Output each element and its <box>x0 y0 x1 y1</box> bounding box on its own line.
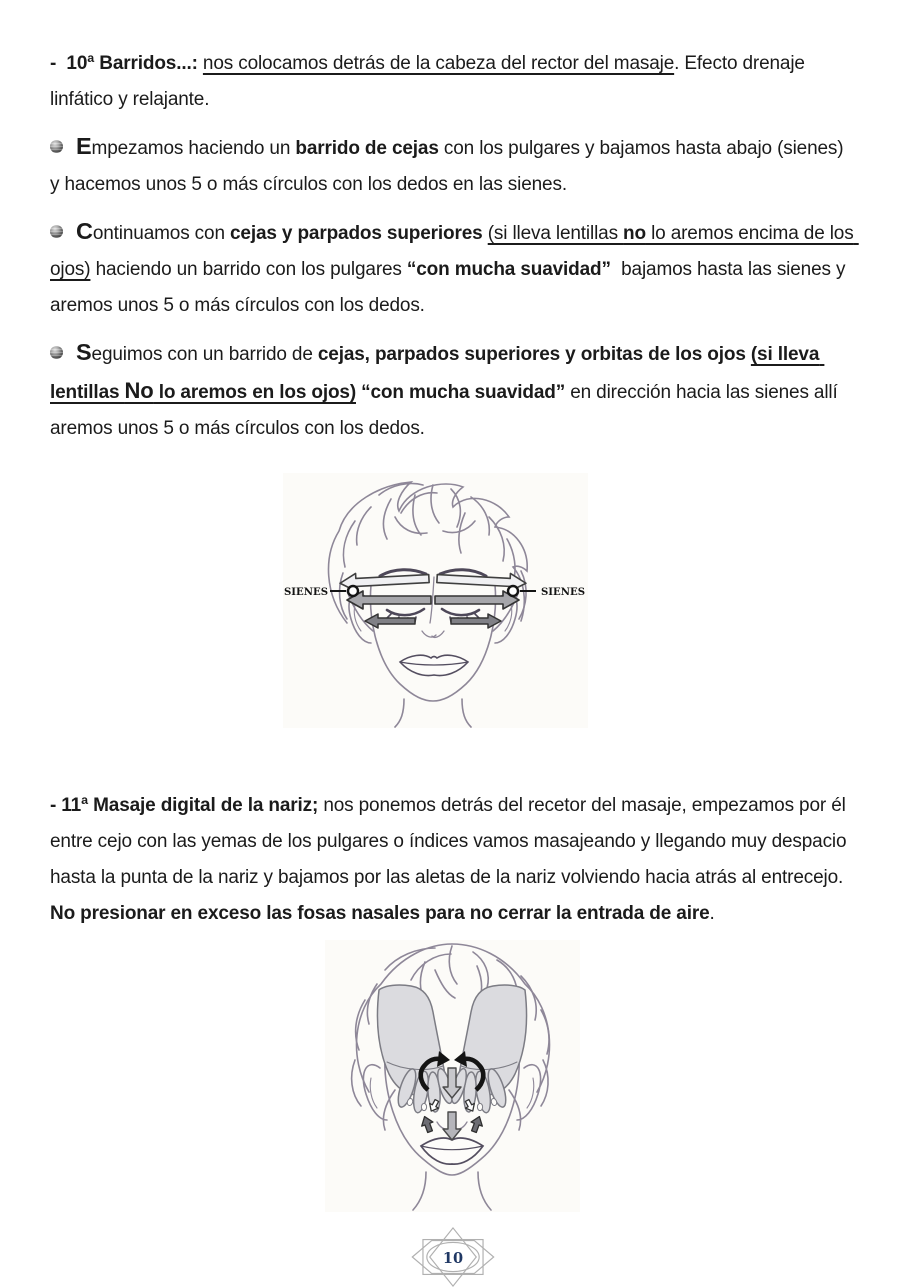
text-run: barrido de cejas <box>295 138 439 159</box>
text-run: con los pulgares y bajamos hasta abajo (sienes) y hacemos unos 5 o más círculos con los dedos en las sienes. <box>50 138 849 195</box>
sienes-label-right: SIENES <box>541 587 585 598</box>
arrow-right-gray-icon <box>435 591 519 609</box>
text-run: cejas, parpados superiores y orbitas de los ojos <box>317 344 746 365</box>
text-run: nos ponemos detrás del recetor del masaje, empezamos por él entre cejo con las yemas de los pulgares o índices vamos masajeando y llegando muy despacio hasta la punta de la nariz y bajamos por las aletas de la nariz volviendo hacia atrás al entrecejo. <box>50 795 852 888</box>
text-run: “con mucha suavidad” <box>406 259 611 280</box>
sienes-label-left: SIENES <box>284 587 328 598</box>
text-run: cejas y parpados superiores <box>230 223 483 244</box>
bullet-paragraph-empezamos <box>50 128 856 203</box>
text-run: No <box>124 378 154 403</box>
text-run: No presionar en exceso las fosas nasales para no cerrar la entrada de aire <box>50 903 710 924</box>
text-run: mpezamos haciendo un <box>91 138 296 159</box>
face-hands-sketch-illustration <box>325 940 580 1212</box>
text-run: haciendo un barrido con los pulgares <box>90 259 407 280</box>
face-sketch-sienes-illustration <box>283 473 588 728</box>
bullet-sphere-icon <box>50 140 63 153</box>
text-run: no <box>623 223 646 244</box>
lips-sketch <box>421 1138 483 1164</box>
temple-circle-right-icon <box>508 586 518 596</box>
text-run: lo aremos encima de los ojos) <box>50 223 859 280</box>
arrow-left-gray-icon <box>347 591 431 609</box>
text-run: eguimos con un barrido de <box>91 344 318 365</box>
text-run: S <box>76 339 92 365</box>
bullet-sphere-icon <box>50 225 63 238</box>
text-run: (si lleva lentillas <box>50 344 825 403</box>
text-run: (si lleva lentillas <box>487 223 624 244</box>
paragraph-10-barridos <box>50 46 856 118</box>
paragraph-11-masaje-nariz <box>50 788 856 932</box>
text-run: . <box>709 903 715 924</box>
text-run: C <box>76 218 93 244</box>
bullet-sphere-icon <box>50 346 63 359</box>
text-run: en dirección hacia las sienes allí aremos unos 5 o más círculos con los dedos. <box>50 382 843 439</box>
page-number: 10 <box>442 1249 464 1267</box>
temple-circle-left-icon <box>348 586 358 596</box>
text-run: - 10ª Barridos...: <box>50 53 203 74</box>
bullet-paragraph-continuamos <box>50 213 859 324</box>
down-arrow-lower-icon <box>443 1112 461 1140</box>
bullet-paragraph-seguimos <box>50 334 856 447</box>
text-run: lo aremos en los ojos) <box>153 382 356 403</box>
text-run: E <box>76 133 92 159</box>
hair-sketch <box>329 482 528 631</box>
up-arrow-right-icon <box>468 1115 485 1134</box>
text-run: . Efecto drenaje linfático y relajante. <box>50 53 810 110</box>
text-run: - 11ª Masaje digital de la nariz; <box>50 795 319 816</box>
page-number-ornament <box>407 1226 499 1288</box>
figure-face-hands-nose-massage <box>325 940 580 1212</box>
text-run: nos colocamos detrás de la cabeza del rector del masaje <box>202 53 675 74</box>
text-run: “con mucha suavidad” <box>361 382 566 403</box>
text-run: ontinuamos con <box>92 223 230 244</box>
figure-face-sienes-arrows <box>283 473 588 728</box>
text-run: bajamos hasta las sienes y aremos unos 5 o más círculos con los dedos. <box>50 259 851 316</box>
up-arrow-left-icon <box>419 1115 436 1134</box>
